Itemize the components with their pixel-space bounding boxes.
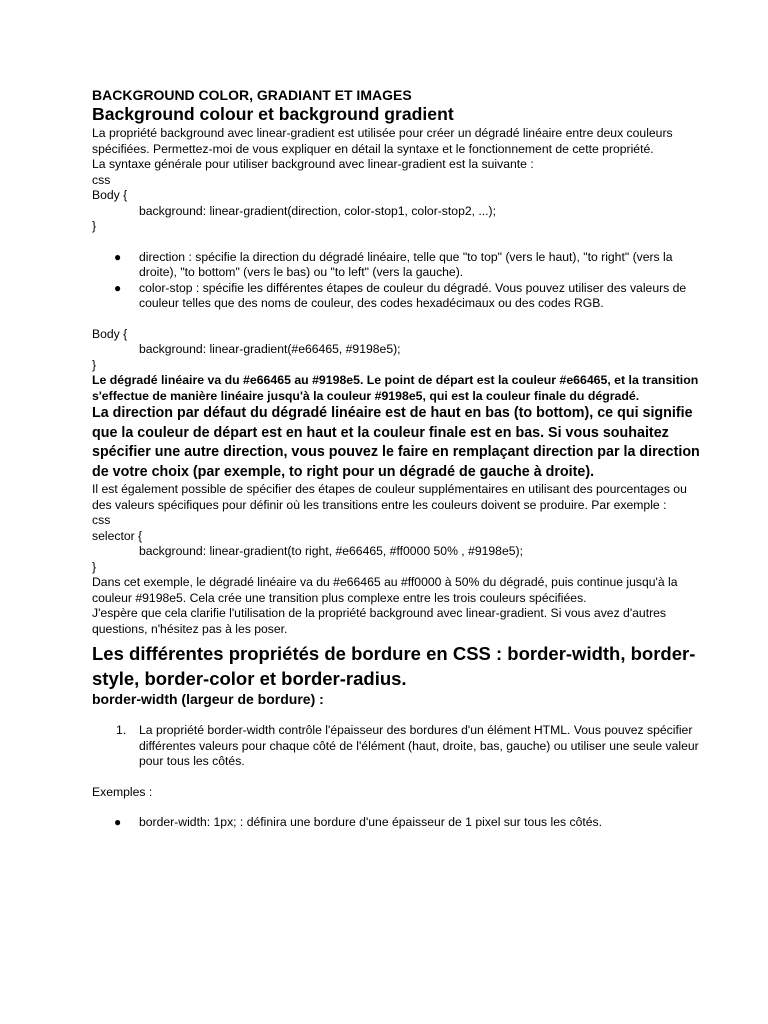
list-item-text: color-stop : spécifie les différentes étapes de couleur du dégradé. Vous pouvez utiliser des valeurs de couleur telles que des noms de couleur, des codes hexadécimaux ou des codes RGB. <box>139 280 687 310</box>
code-open: selector { <box>92 528 143 543</box>
spacer <box>92 312 708 327</box>
examples-label: Exemples : <box>92 784 153 799</box>
bullet-icon: ● <box>114 815 122 829</box>
list-item <box>92 723 708 770</box>
list-item-text: direction : spécifie la direction du dégradé linéaire, telle que "to top" (vers le haut), "to right" (vers la droite), "to bottom" (vers le bas) ou "to left" (vers la gauche). <box>139 249 673 279</box>
code-line: background: linear-gradient(#e66465, #9198e5); <box>139 342 401 356</box>
paragraph-color-stops: Il est également possible de spécifier des étapes de couleur supplémentaires en utilisant des pourcentages ou des valeurs spécifiques pour définir où les transitions entre les couleurs doivent se produire. Par exemple : <box>92 482 687 512</box>
bullet-icon: ● <box>114 249 122 264</box>
code-block-2 <box>92 327 708 374</box>
heading-border-width: border-width (largeur de bordure) : <box>92 691 324 707</box>
spacer <box>92 708 708 723</box>
paragraph-example: Dans cet exemple, le dégradé linéaire va du #e66465 au #ff0000 à 50% du dégradé, puis continue jusqu'à la couleur #9198e5. Cela crée une transition plus complexe entre les trois couleurs spécifiées. <box>92 575 678 605</box>
code-close: } <box>92 559 97 574</box>
syntax-intro: La syntaxe générale pour utiliser background avec linear-gradient est la suivante : <box>92 157 534 171</box>
code-block-1 <box>92 173 708 235</box>
code-block-3 <box>92 513 708 575</box>
code-lang: css <box>92 172 111 187</box>
list-item <box>92 815 708 831</box>
list-item-text: border-width: 1px; : définira une bordure d'une épaisseur de 1 pixel sur tous les côtés. <box>139 815 603 829</box>
list-number: 1. <box>116 723 127 737</box>
heading-border-properties: Les différentes propriétés de bordure en CSS : border-width, border-style, border-color et border-radius. <box>92 643 696 689</box>
bold-paragraph-gradient-range: Le dégradé linéaire va du #e66465 au #9198e5. Le point de départ est la couleur #e66465, et la transition s'effectue de manière linéaire jusqu'à la couleur #9198e5, qui est la couleur finale du dégradé. <box>92 373 699 403</box>
code-open: Body { <box>92 188 128 202</box>
list-item <box>92 250 708 281</box>
code-line: background: linear-gradient(direction, color-stop1, color-stop2, ...); <box>139 203 496 218</box>
code-open: Body { <box>92 326 128 341</box>
intro-paragraph: La propriété background avec linear-gradient est utilisée pour créer un dégradé linéaire entre deux couleurs spécifiées. Permettez-moi de vous expliquer en détail la syntaxe et le fonctionnement de cette propriété. <box>92 126 673 156</box>
bullet-list-examples <box>92 815 708 831</box>
code-lang: css <box>92 513 111 527</box>
heading-background-gradient: Background colour et background gradient <box>92 104 454 124</box>
numbered-list <box>92 723 708 770</box>
paragraph-closing: J'espère que cela clarifie l'utilisation de la propriété background avec linear-gradient. Si vous avez d'autres questions, n'hésitez pas à les poser. <box>92 606 667 636</box>
code-close: } <box>92 357 97 372</box>
bullet-icon: ● <box>114 280 122 295</box>
list-item-text: La propriété border-width contrôle l'épaisseur des bordures d'un élément HTML. Vous pouvez spécifier différentes valeurs pour chaque côté de l'élément (haut, droite, bas, gauche) ou utiliser une seule valeur pour tous les côtés. <box>139 723 699 768</box>
code-line: background: linear-gradient(to right, #e66465, #ff0000 50% , #9198e5); <box>139 544 523 558</box>
document-title: BACKGROUND COLOR, GRADIANT ET IMAGES <box>92 87 412 103</box>
code-close: } <box>92 219 97 233</box>
spacer <box>92 800 708 815</box>
bold-paragraph-default-direction: La direction par défaut du dégradé linéaire est de haut en bas (to bottom), ce qui signifie que la couleur de départ est en haut et la couleur finale est en bas. Si vous souhaitez spécifier une autre direction, vous pouvez le faire en remplaçant direction par la direction de votre choix (par exemple, to right pour un dégradé de gauche à droite). <box>92 405 700 480</box>
spacer <box>92 770 708 785</box>
list-item <box>92 281 708 312</box>
spacer <box>92 235 708 250</box>
bullet-list-syntax <box>92 250 708 312</box>
